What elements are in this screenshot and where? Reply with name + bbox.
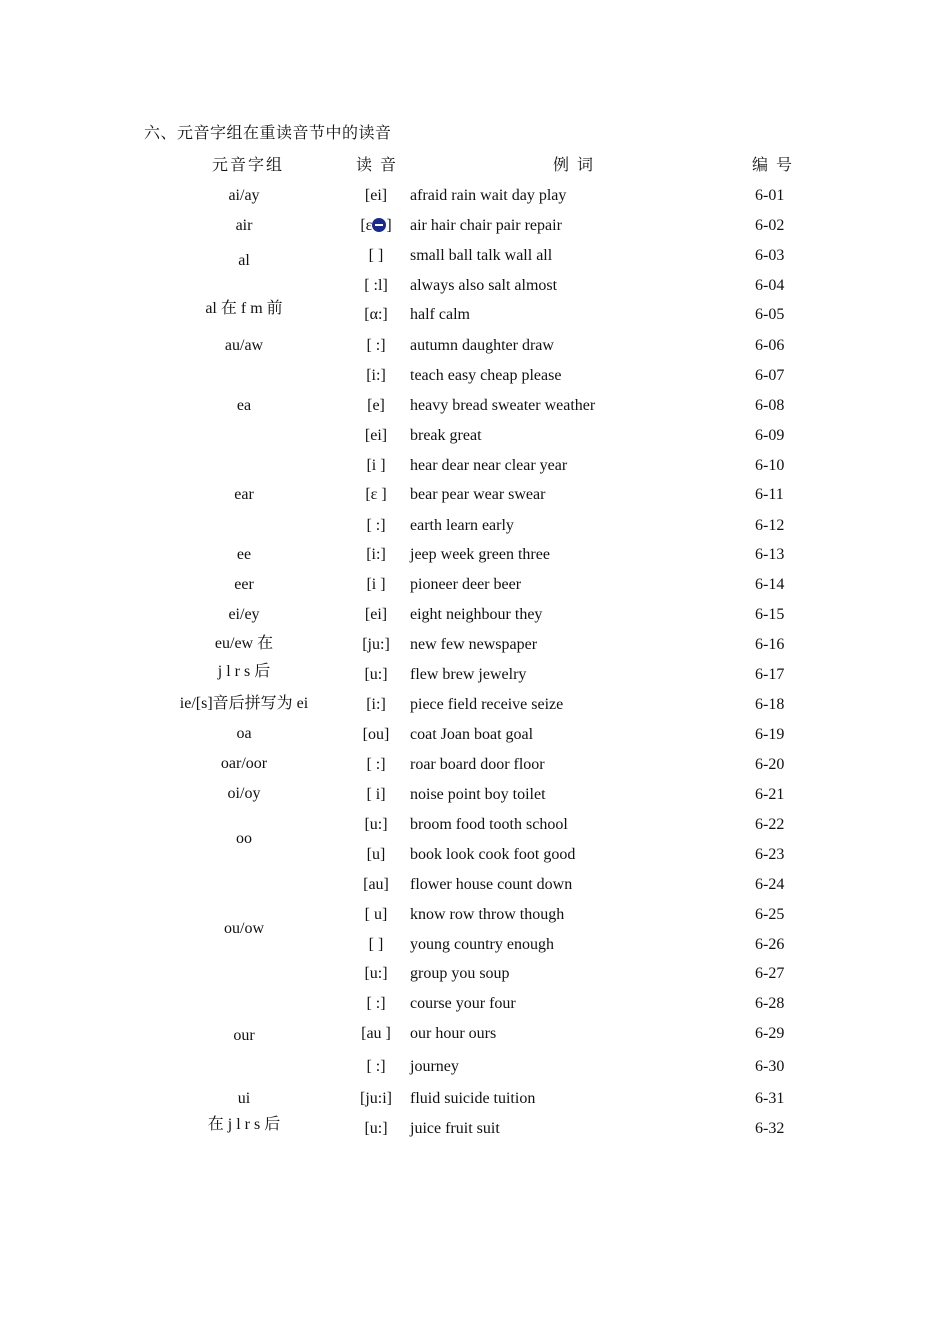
row-examples: autumn daughter draw (410, 337, 554, 354)
row-number: 6-04 (755, 277, 785, 294)
row-examples: half calm (410, 306, 470, 323)
group-label: ie/[s]音后拼写为 ei (179, 695, 309, 712)
row-examples: teach easy cheap please (410, 367, 562, 384)
row-number: 6-18 (755, 696, 785, 713)
row-phonetic: [ε ] (360, 217, 392, 234)
row-number: 6-14 (755, 576, 785, 593)
row-number: 6-03 (755, 247, 785, 264)
group-label: au/aw (224, 337, 264, 354)
row-phonetic: [i ] (366, 576, 386, 593)
row-phonetic: [ju:i] (360, 1090, 392, 1107)
row-phonetic: [i ] (366, 457, 386, 474)
row-number: 6-15 (755, 606, 785, 623)
row-examples: flew brew jewelry (410, 666, 527, 683)
row-number: 6-30 (755, 1058, 785, 1075)
row-phonetic: [i:] (366, 696, 386, 713)
group-label: ee (236, 546, 252, 563)
row-number: 6-02 (755, 217, 785, 234)
group-label: oi/oy (227, 785, 261, 802)
row-phonetic: [i:] (366, 367, 386, 384)
row-phonetic: [au ] (361, 1025, 391, 1042)
row-number: 6-21 (755, 786, 785, 803)
row-examples: earth learn early (410, 517, 514, 534)
group-label: 在 j l r s 后 (207, 1116, 281, 1133)
row-examples: piece field receive seize (410, 696, 564, 713)
header-group: 元音字组 (212, 157, 285, 174)
row-examples: new few newspaper (410, 636, 538, 653)
row-phonetic: [i:] (366, 546, 386, 563)
row-phonetic: [ei] (364, 427, 388, 444)
header-phonetic: 读 音 (356, 157, 399, 174)
row-examples: juice fruit suit (410, 1120, 500, 1137)
group-label: eu/ew 在 (214, 635, 274, 652)
row-number: 6-32 (755, 1120, 785, 1137)
row-number: 6-19 (755, 726, 785, 743)
group-label: oar/oor (220, 755, 268, 772)
row-examples: know row throw though (410, 906, 565, 923)
row-examples: hear dear near clear year (410, 457, 568, 474)
group-label: al 在 f m 前 (205, 300, 283, 317)
group-label: ou/ow (224, 920, 264, 937)
row-phonetic: [u:] (364, 666, 388, 683)
group-label: j l r s 后 (217, 663, 271, 680)
row-examples: always also salt almost (410, 277, 558, 294)
row-examples: afraid rain wait day play (410, 187, 567, 204)
row-phonetic: [u:] (364, 1120, 388, 1137)
group-label: ai/ay (228, 187, 260, 204)
row-phonetic: [e] (367, 397, 385, 414)
header-examples: 例 词 (553, 157, 596, 174)
schwa-glyph-icon (372, 218, 386, 232)
row-number: 6-23 (755, 846, 785, 863)
row-phonetic: [ε ] (365, 486, 387, 503)
row-examples: heavy bread sweater weather (410, 397, 596, 414)
row-number: 6-20 (755, 756, 785, 773)
row-phonetic: [ :] (366, 1058, 386, 1075)
row-phonetic: [au] (363, 876, 389, 893)
row-number: 6-11 (755, 486, 784, 503)
row-phonetic: [ :] (366, 337, 386, 354)
group-label: oo (236, 830, 252, 847)
row-phonetic: [ i] (366, 786, 386, 803)
row-number: 6-16 (755, 636, 785, 653)
row-number: 6-12 (755, 517, 785, 534)
row-number: 6-09 (755, 427, 785, 444)
row-examples: air hair chair pair repair (410, 217, 562, 234)
row-examples: noise point boy toilet (410, 786, 546, 803)
row-examples: roar board door floor (410, 756, 545, 773)
row-examples: young country enough (410, 936, 554, 953)
row-phonetic: [u:] (364, 965, 388, 982)
group-label: air (235, 217, 253, 234)
row-examples: group you soup (410, 965, 510, 982)
row-number: 6-27 (755, 965, 785, 982)
row-phonetic: [ :l] (364, 277, 388, 294)
row-number: 6-07 (755, 367, 785, 384)
group-label: oa (236, 725, 252, 742)
row-phonetic: [ :] (366, 756, 386, 773)
row-number: 6-24 (755, 876, 785, 893)
row-phonetic: [u] (366, 846, 386, 863)
group-label: our (233, 1027, 255, 1044)
row-phonetic: [ei] (364, 187, 388, 204)
row-phonetic: [u:] (364, 816, 388, 833)
row-examples: coat Joan boat goal (410, 726, 534, 743)
row-examples: course your four (410, 995, 516, 1012)
row-examples: flower house count down (410, 876, 573, 893)
header-number: 编 号 (752, 157, 795, 174)
row-examples: journey (410, 1058, 459, 1075)
row-number: 6-31 (755, 1090, 785, 1107)
row-examples: book look cook foot good (410, 846, 576, 863)
row-number: 6-01 (755, 187, 785, 204)
row-number: 6-06 (755, 337, 785, 354)
row-number: 6-22 (755, 816, 785, 833)
row-phonetic: [ ] (368, 247, 384, 264)
row-examples: small ball talk wall all (410, 247, 553, 264)
row-examples: bear pear wear swear (410, 486, 546, 503)
row-number: 6-29 (755, 1025, 785, 1042)
row-examples: fluid suicide tuition (410, 1090, 536, 1107)
row-examples: broom food tooth school (410, 816, 568, 833)
row-examples: jeep week green three (410, 546, 550, 563)
row-phonetic: [ :] (366, 995, 386, 1012)
row-examples: eight neighbour they (410, 606, 543, 623)
row-examples: break great (410, 427, 482, 444)
row-phonetic: [ju:] (362, 636, 390, 653)
row-phonetic: [ei] (364, 606, 388, 623)
row-number: 6-26 (755, 936, 785, 953)
row-number: 6-28 (755, 995, 785, 1012)
row-number: 6-13 (755, 546, 785, 563)
row-phonetic: [α:] (364, 306, 388, 323)
group-label: ei/ey (228, 606, 260, 623)
row-number: 6-10 (755, 457, 785, 474)
row-number: 6-05 (755, 306, 785, 323)
group-label: al (238, 252, 250, 269)
row-number: 6-08 (755, 397, 785, 414)
row-number: 6-25 (755, 906, 785, 923)
section-title: 六、元音字组在重读音节中的读音 (144, 125, 392, 142)
group-label: ear (234, 486, 254, 503)
group-label: ea (236, 397, 252, 414)
row-phonetic: [ ] (368, 936, 384, 953)
row-phonetic: [ou] (362, 726, 390, 743)
group-label: ui (237, 1090, 251, 1107)
row-phonetic: [ :] (366, 517, 386, 534)
group-label: eer (234, 576, 254, 593)
row-examples: our hour ours (410, 1025, 497, 1042)
row-examples: pioneer deer beer (410, 576, 522, 593)
row-phonetic: [ u] (364, 906, 388, 923)
row-number: 6-17 (755, 666, 785, 683)
